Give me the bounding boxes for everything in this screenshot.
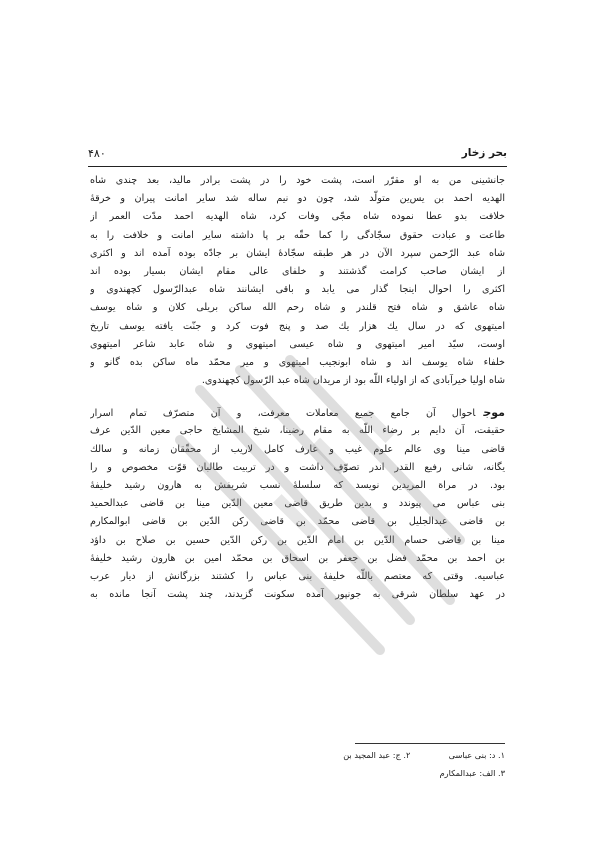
footnote-row [305,766,505,780]
text-line: الهدیه احمد بن یس‌ین متولّد شد، چون دو نیم ساله شد سایر امانت پیران و خرقهٔ [90,193,505,205]
text-line: بن احمد بن محمّد فضل بن جعفر بن اسحاق بن محمّد امین بن هارون رشید خلیفهٔ [90,552,505,564]
text-line: جانشینی من به او مقرّر است، پشت خود را در پشت برادر مالید، بعد چندی شاه [90,175,505,186]
main-text [90,172,505,604]
text-line: امیتهوی که در سال یك هزار یك صد و پنج فوت کرد و جنّت یافته یوسف تاریخ [90,320,505,332]
footnote-3: ۳. الف: عبدالمکارم [439,768,505,778]
page-number: ۴۸۰ [88,147,106,160]
footnote-2: ۲. ج: عبد المجید بن [343,750,411,760]
text-line: بود. در مراة المریدین نویسد که سلسلهٔ نسب شریفش به هارون رشید خلیفهٔ [90,480,505,491]
header-rule [88,166,507,167]
text-line [90,404,505,422]
footnote-1: ۱. د: بنی عباسی [448,750,505,760]
text-line: حقیقت، آن دایم بر رضاء اللّه به مقام رضینا، شیخ المشایخ حاجی معین الدّین عرف [90,425,505,437]
text-line: شاه اولیا خیرآبادی که از اولیاء اللّه بود از مریدان شاه عبد الرّسول کچهندوی. [201,375,505,387]
text-line: از ایشان صاحب کرامت گذشتند و خلفای عالی مقام ایشان بسیار بوده اند [90,265,505,277]
text-line: یگانه، شانی رفیع القدر اندر تصوّف داشت و در تربیت طالبان قوّت مخصوص و را [90,461,505,473]
section-lead: موج [483,406,505,420]
footnote-row [305,748,505,762]
text-line: اوست، سیّد امیر امیتهوی و شاه عیسی امیتهوی و شاه عابد شاعر امیتهوی [90,338,505,350]
text-line: عباسیه. وقتی که معتصم باللّه خلیفهٔ بنی عباس را کشتند بزرگانش از دیار عرب [90,570,505,582]
paragraph-gap [90,390,505,404]
text-line: بن قاضی عبدالجلیل بن قاضی محمّد بن قاضی رکن الدّین بن قاضی ابوالمکارم [90,516,505,528]
text-line: شاه عبد الرّحمن سپرد الآن در هر طبقه سجّادهٔ ایشان بر جادّه بوده آمده اند و اکثری [90,247,505,259]
text-line: خلافت بدو عطا نموده شاه مجّی وفات کرد، شاه الهدیه احمد مدّت العمر از [90,211,505,223]
text-line: مینا بن قاضی حسام الدّین بن امام الدّین بن رکن الدّین حسین بن صلاح بن داؤد [90,534,505,546]
text-line: شاه عاشق و شاه فتح قلندر و شاه رحم الله ساکن بریلی کلان و شاه یوسف [90,302,505,314]
book-title: بحر زخار [461,147,507,159]
text-line: طاعت و عبادت حقوق سجّادگی را کما حقّه بر پا داشته سایر امانت و خلافت را به [90,229,505,241]
text-line: خلفاء شاه یوسف اند و شاه ابونجیب امیتهوی و میر محمّد ماه ساکن بده گانو و [90,356,505,368]
text-line: قاضی مینا وی عالم علوم غیب و عارف کامل لاریب از محقّقان زمانه و سالك [90,443,505,455]
footnote-rule [355,743,505,744]
text-line: اکثری را احوال اینجا گذار می یابد و باقی ایشانند شاه عبدالرّسول کچهندوی و [90,284,505,296]
text-line: بنی عباس می پیوندد و بدین طریق قاضی معین الدّین مینا بن قاضی عبدالحمید [90,498,505,510]
text-line: در عهد سلطان شرقی به جونپور آمده سکونت گزیدند، چند پشت آنجا مانده به [90,589,505,601]
running-header [88,145,507,165]
text-line-content: احوال آن جامع جمیع معاملات معرفت، و آن متصرّف تمام اسرار [90,408,476,420]
